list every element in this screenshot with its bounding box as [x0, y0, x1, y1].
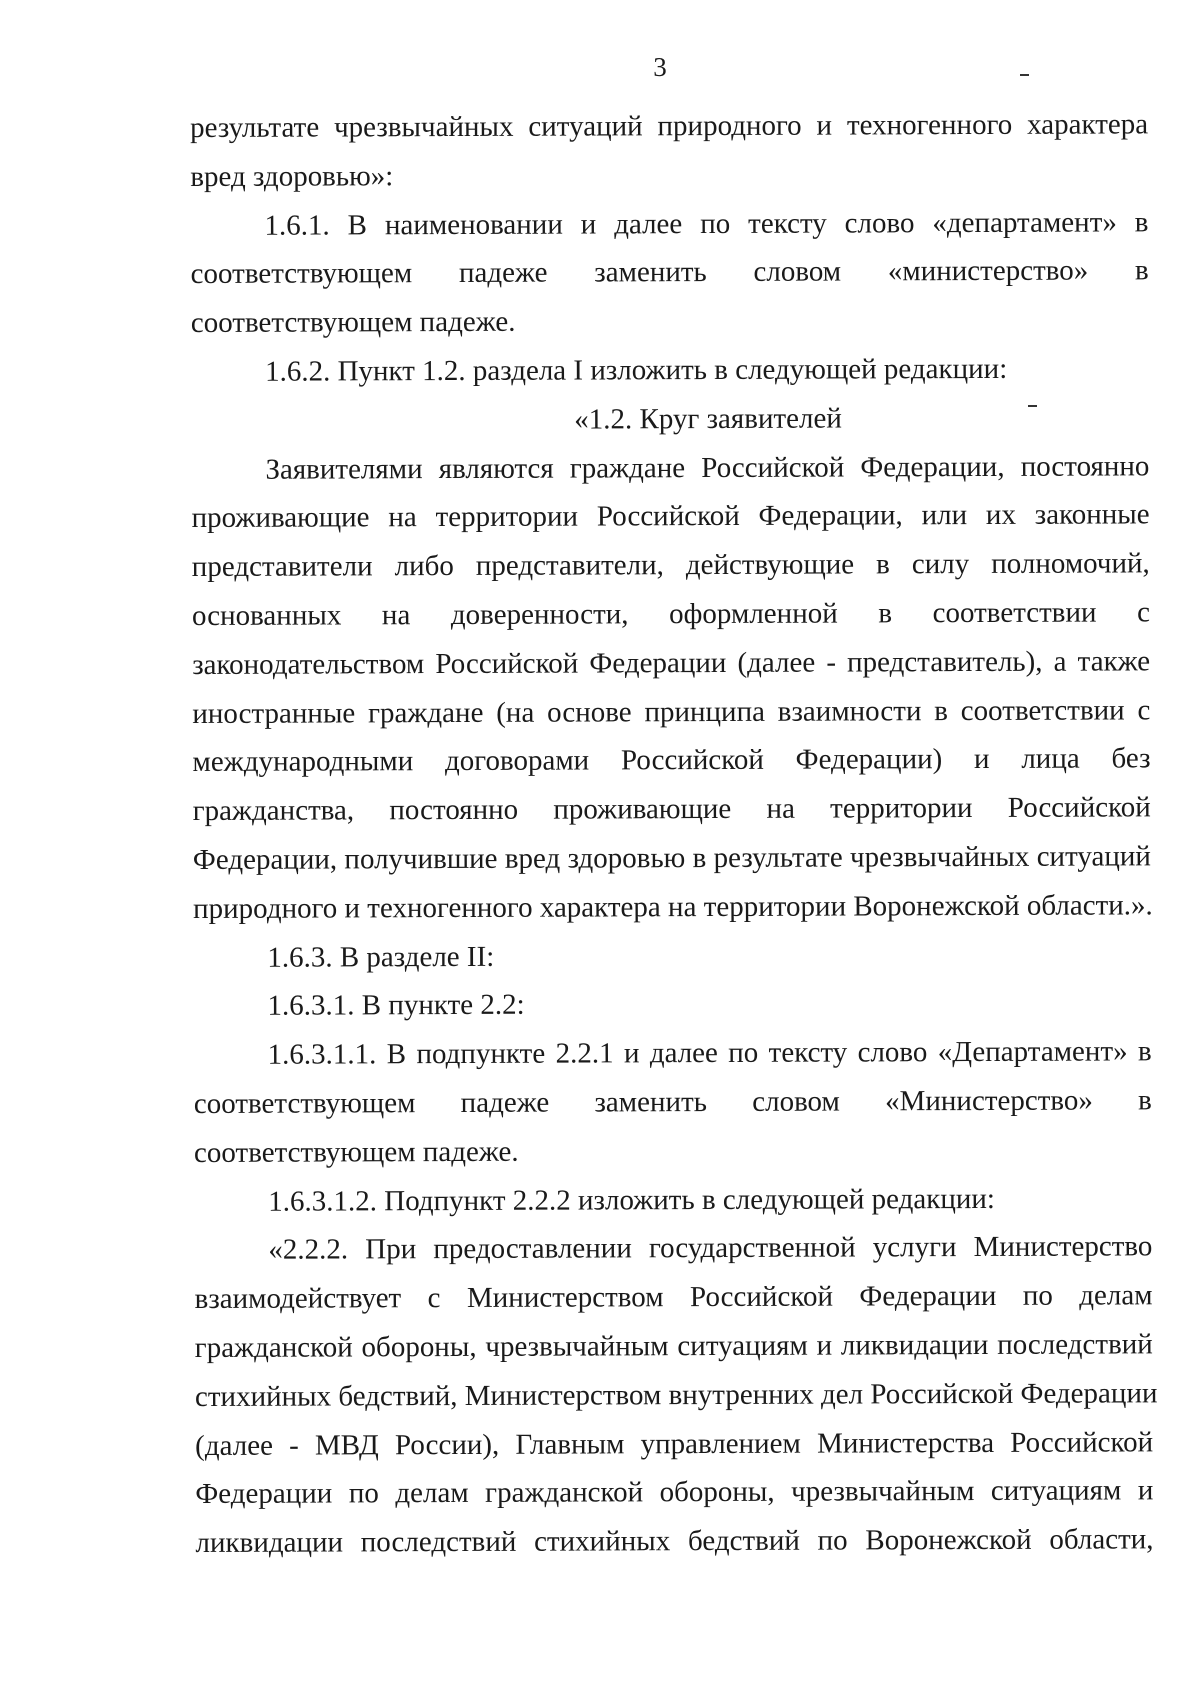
section-heading: «1.2. Круг заявителей: [574, 402, 842, 436]
paragraph-first-line: 1.6.2. Пункт 1.2. раздела I изложить в следующей редакции:: [264, 352, 1008, 388]
text-line: представители либо представители, действующие в силу полномочий,: [191, 547, 1150, 584]
text-line: соответствующем падеже.: [190, 305, 516, 340]
paragraph-first-line: 1.6.3.1. В пункте 2.2:: [267, 989, 525, 1023]
text-line: (далее - МВД России), Главным управлением Министерства Российской: [195, 1425, 1154, 1462]
paragraph-first-line: 1.6.3.1.1. В подпункте 2.2.1 и далее по тексту слово «Департамент» в: [267, 1035, 1152, 1071]
text-line: международными договорами Российской Федерации) и лица без: [192, 742, 1151, 779]
document-body: [190, 100, 1158, 1568]
paragraph-first-line: «2.2.2. При предоставлении государственной услуги Министерство: [268, 1230, 1153, 1267]
text-line: иностранные граждане (на основе принципа взаимности в соответствии с: [192, 693, 1151, 730]
text-line: Федерации по делам гражданской обороны, чрезвычайным ситуациям и: [195, 1474, 1154, 1511]
text-line: проживающие на территории Российской Федерации, или их законные: [191, 498, 1150, 535]
paragraph-first-line: 1.6.1. В наименовании и далее по тексту слово «департамент» в: [264, 205, 1149, 242]
text-line: вред здоровью»:: [190, 160, 394, 193]
paragraph-first-line: Заявителями являются граждане Российской Федерации, постоянно: [265, 449, 1150, 486]
text-line: соответствующем падеже.: [193, 1135, 519, 1169]
text-line: соответствующем падеже заменить словом «министерство» в: [190, 254, 1149, 291]
text-line: Федерации, получившие вред здоровью в результате чрезвычайных ситуаций: [192, 840, 1151, 876]
text-line: соответствующем падеже заменить словом «Министерство» в: [193, 1084, 1152, 1120]
text-line: ликвидации последствий стихийных бедствий по Воронежской области,: [195, 1523, 1154, 1560]
paragraph-first-line: 1.6.3.1.2. Подпункт 2.2.2 изложить в следующей редакции:: [268, 1182, 995, 1218]
paragraph-first-line: 1.6.3. В разделе II:: [267, 940, 495, 974]
text-line: природного и техногенного характера на территории Воронежской области.».: [193, 889, 1153, 925]
text-line: результате чрезвычайных ситуаций природного и техногенного характера: [190, 108, 1149, 144]
text-line: гражданской обороны, чрезвычайным ситуациям и ликвидации последствий: [194, 1328, 1153, 1364]
text-line: стихийных бедствий, Министерством внутренних дел Российской Федерации: [194, 1377, 1158, 1413]
page-number: 3: [653, 52, 667, 82]
text-line: законодательством Российской Федерации (далее - представитель), а также: [192, 645, 1151, 681]
text-line: основанных на доверенности, оформленной в соответствии с: [191, 596, 1151, 632]
text-line: гражданства, постоянно проживающие на территории Российской: [192, 791, 1151, 828]
scan-mark: [1020, 74, 1029, 76]
text-line: взаимодействует с Министерством Российской Федерации по делам: [194, 1279, 1153, 1316]
